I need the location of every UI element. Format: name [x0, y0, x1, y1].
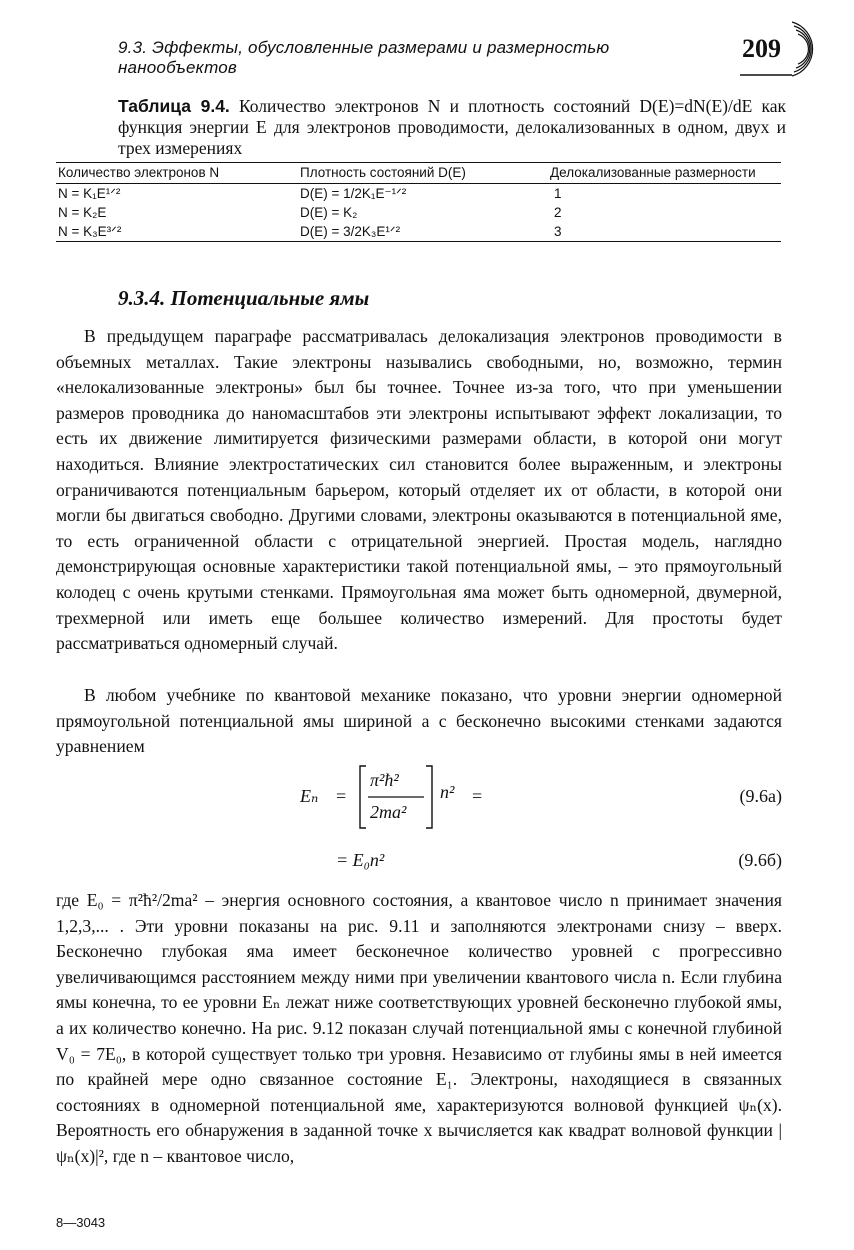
- table-caption-text: Количество электронов N и плотность состояний D(E)=dN(E)/dE как функция энергии E для электронов проводимости, делокализованных в одном, двух и трех измерениях: [118, 96, 786, 158]
- table-row: [56, 203, 781, 222]
- equation-lhs: Eₙ: [300, 786, 319, 806]
- table-header-row: [56, 163, 781, 184]
- page-number: 209: [742, 34, 781, 63]
- table-cell: D(E) = 1/2K₁E⁻¹ᐟ²: [300, 185, 407, 201]
- table-row: [56, 184, 781, 204]
- fraction-numerator: π²ħ²: [370, 770, 399, 790]
- table-cell: N = K₂E: [58, 205, 107, 220]
- body-paragraph: В любом учебнике по квантовой механике показано, что уровни энергии одномерной прямоугольной потенциальной ямы шириной a с бесконечно высокими стенками задаются уравнением: [56, 685, 782, 757]
- running-header: 9.3. Эффекты, обусловленные размерами и размерностью нанообъектов: [118, 38, 610, 77]
- table-caption-label: Таблица 9.4.: [118, 96, 230, 116]
- table-cell: D(E) = K₂: [300, 205, 358, 220]
- equation-number: (9.6б): [738, 850, 782, 870]
- column-header: Плотность состояний D(E): [298, 163, 548, 184]
- section-heading: 9.3.4. Потенциальные ямы: [118, 286, 370, 310]
- body-paragraph: В предыдущем параграфе рассматривалась делокализация электронов проводимости в объемных металлах. Такие электроны назывались свободными, но, возможно, термин «нелокализованные электроны» был бы точнее. Точнее из-за того, что при уменьшении размеров проводника до наномасштабов эти электроны испытывают эффект локализации, то есть их движение лимитируется физическими размерами области, в которой они могут находиться. Влияние электростатических сил становится более выраженным, и электроны ограничиваются потенциальным барьером, который отделяет их от области, в которой они могли бы двигаться свободно. Другими словами, электроны оказываются в потенциальной яме, то есть ограниченной области с отрицательной энергией. Простая модель, наглядно демонстрирующая основные характеристики такой потенциальной ямы, – это прямоугольный колодец с очень крутыми стенками. Прямоугольная яма может быть одномерной, двумерной, трехмерной или иметь еще большее количество измерений. Для простоты будет рассматриваться одномерный случай.: [56, 326, 782, 654]
- table-cell: N = K₁E¹ᐟ²: [58, 185, 121, 201]
- printer-signature: 8—3043: [56, 1215, 106, 1230]
- equation-rhs: = E₀n²: [336, 850, 385, 870]
- equation-power: n²: [440, 782, 455, 802]
- table-cell: 1: [554, 186, 562, 201]
- column-header: Количество электронов N: [56, 163, 298, 184]
- data-table: [56, 162, 781, 242]
- equation-9-6b: [300, 848, 790, 876]
- table-cell: 3: [548, 222, 781, 242]
- table-cell: 2: [554, 205, 562, 220]
- table-caption: [118, 96, 786, 159]
- fraction-denominator: 2ma²: [370, 802, 407, 822]
- table-cell: D(E) = 3/2K₃E¹ᐟ²: [298, 222, 548, 242]
- table-row: [56, 222, 781, 242]
- column-header: Делокализованные размерности: [548, 163, 781, 184]
- equation-9-6a: [300, 762, 790, 832]
- body-paragraph: где E₀ = π²ħ²/2ma² – энергия основного состояния, а квантовое число n принимает значения 1,2,3,... . Эти уровни показаны на рис. 9.11 и заполняются электронами снизу – вверх. Бесконечно глубокая яма имеет бесконечное количество уровней с прогрессивно увеличивающимся расстоянием между ними при увеличении квантового числа n. Если глубина ямы конечна, то ее уровни Eₙ лежат ниже соответствующих уровней бесконечно глубокой ямы, а их количество конечно. На рис. 9.12 показан случай потенциальной ямы с конечной глубиной V₀ = 7E₀, в которой существует только три уровня. Независимо от глубины ямы в ней имеется по крайней мере одно связанное состояние E₁. Электроны, находящиеся в связанных состояниях в одномерной потенциальной яме, характеризуются волновой функцией ψₙ(x). Вероятность его обнаружения в заданной точке x вычисляется как квадрат волновой функции |ψₙ(x)|², где n – квантовое число,: [56, 890, 782, 1166]
- equals-sign: =: [336, 786, 347, 806]
- table-cell: N = K₃E³ᐟ²: [56, 222, 298, 242]
- equals-sign: =: [472, 786, 483, 806]
- equation-number: (9.6а): [739, 786, 782, 806]
